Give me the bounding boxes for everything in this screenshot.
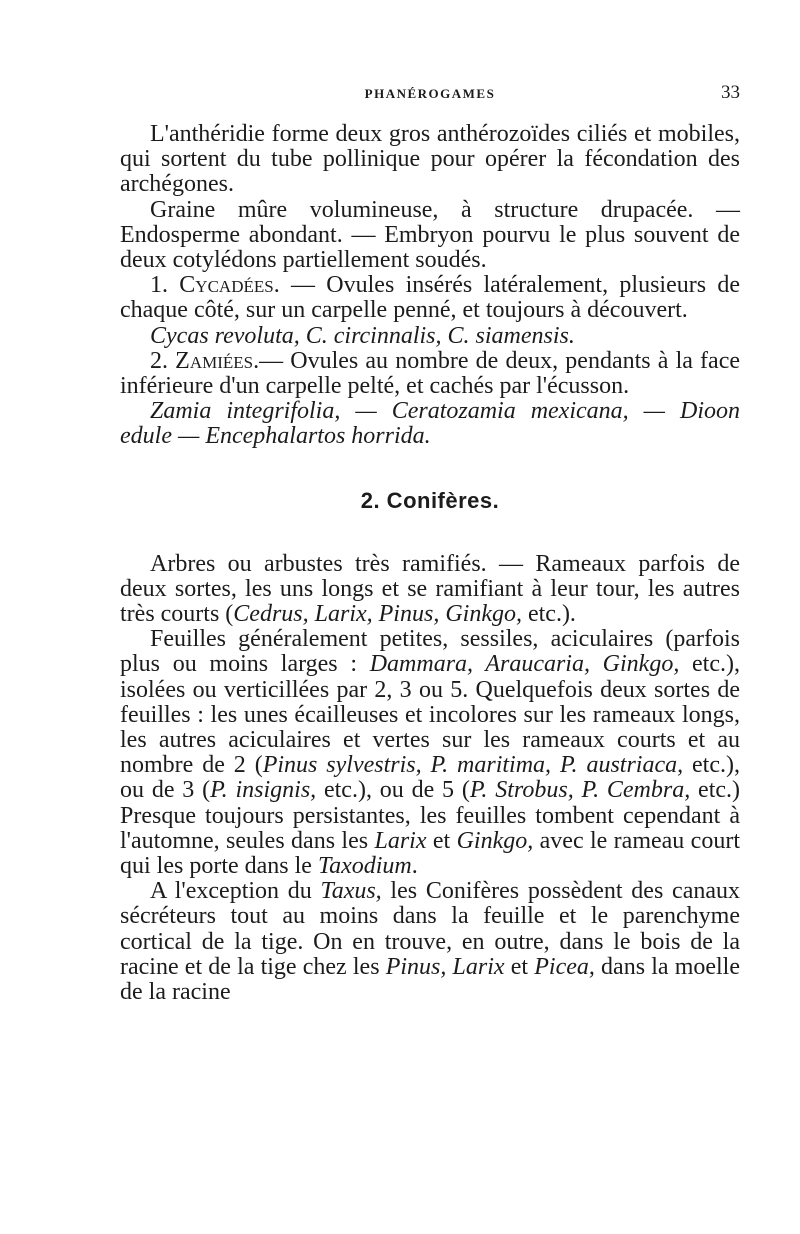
paragraph-text: Feuilles généralement petites, sessiles, aciculaires (parfois plus ou moins larges : (120, 626, 740, 678)
page-header (120, 84, 740, 106)
paragraph-text: etc.) Presque toujours persistantes, les feuilles tombent cependant à l'automne, seules dans les (120, 777, 741, 854)
paragraph-text: Arbres ou arbustes très ramifiés. — Rameaux parfois de deux sortes, les uns longs et se ramifiant à leur tour, les autres très courts ( (120, 550, 740, 628)
section-heading: 2. Conifères. (360, 487, 500, 513)
paragraph-text: Graine mûre volumineuse, à structure drupacée. — Endosperme abondant. — Embryon pourvu le plus souvent de deux cotylédons partiellement soudés. (120, 196, 740, 274)
species-names: Zamia integrifolia, — Ceratozamia mexicana, — Dioon edule — Encephalartos horrida. (120, 398, 740, 450)
species-names: P. Strobus, P. Cembra, (469, 777, 691, 804)
paragraph-text: avec le rameau court qui les porte dans le (120, 827, 740, 880)
paragraph-text: les Conifères possèdent des canaux sécréteurs tout au moins dans la feuille et le parenchyme cortical de la tige. On en trouve, en outre, dans le bois de la racine et de la tige chez les (120, 878, 740, 980)
item-number: 1. (150, 272, 168, 299)
paragraph-text: L'anthéridie forme deux gros anthérozoïdes ciliés et mobiles, qui sortent du tube pollinique pour opérer la fécondation des archégones. (120, 121, 740, 198)
paragraph-text: — Ovules insérés latéralement, plusieurs de chaque côté, sur un carpelle penné, et toujours à découvert. (120, 272, 741, 324)
species-names: Pinus, Larix (385, 953, 505, 980)
paragraph-graine (120, 198, 740, 274)
species-names: Larix (374, 827, 427, 854)
paragraph-text: et (504, 953, 535, 980)
paragraph-text: dans la moelle de la racine (120, 953, 741, 1006)
species-list-cycas (120, 324, 740, 349)
species-list-zamia (120, 399, 740, 449)
species-names: Ginkgo, (456, 827, 534, 854)
paragraph-text: A l'exception du (150, 878, 321, 905)
paragraph-text: etc.), ou de 5 ( (316, 777, 470, 804)
paragraph-text: . (411, 853, 418, 880)
species-names: Picea, (534, 953, 595, 980)
paragraph-text: — Ovules au nombre de deux, pendants à la face inférieure d'un carpelle pelté, et cachés par l'écusson. (120, 347, 740, 400)
species-names: Pinus sylvestris, P. maritima, P. austriaca, (262, 752, 684, 779)
paragraph-zamiees (120, 349, 740, 399)
running-head: PHANÉROGAMES (364, 86, 496, 101)
species-names: Dammara, Araucaria, Ginkgo, (369, 651, 680, 678)
family-term: Zamiées. (175, 347, 260, 374)
species-names: Cycas revoluta, C. circinnalis, C. siamensis. (150, 322, 575, 349)
item-number: 2. (150, 347, 168, 374)
species-names: P. insignis, (210, 777, 317, 804)
paragraph-arbres (120, 552, 740, 628)
paragraph-antheridie (120, 122, 740, 198)
paragraph-text: etc.), ou de 3 ( (120, 752, 740, 804)
species-names: Cedrus, Larix, Pinus, Ginkgo, (233, 601, 522, 628)
paragraph-canaux (120, 879, 740, 1005)
paragraph-feuilles (120, 627, 740, 879)
species-names: Taxus, (320, 878, 382, 905)
paragraph-text: etc.), isolées ou verticillées par 2, 3 ou 5. Quelquefois deux sortes de feuilles : les unes écailleuses et incolores sur les rameaux longs, les autres aciculaires et vertes sur les rameaux courts et au nombre de 2 ( (120, 651, 740, 779)
page-body (120, 122, 740, 1005)
paragraph-text: etc.). (521, 601, 576, 628)
page-number: 33 (721, 82, 740, 103)
family-term: Cycadées. (179, 272, 280, 299)
paragraph-text: et (426, 827, 457, 854)
species-names: Taxodium (317, 853, 412, 880)
paragraph-cycadees (120, 273, 740, 323)
